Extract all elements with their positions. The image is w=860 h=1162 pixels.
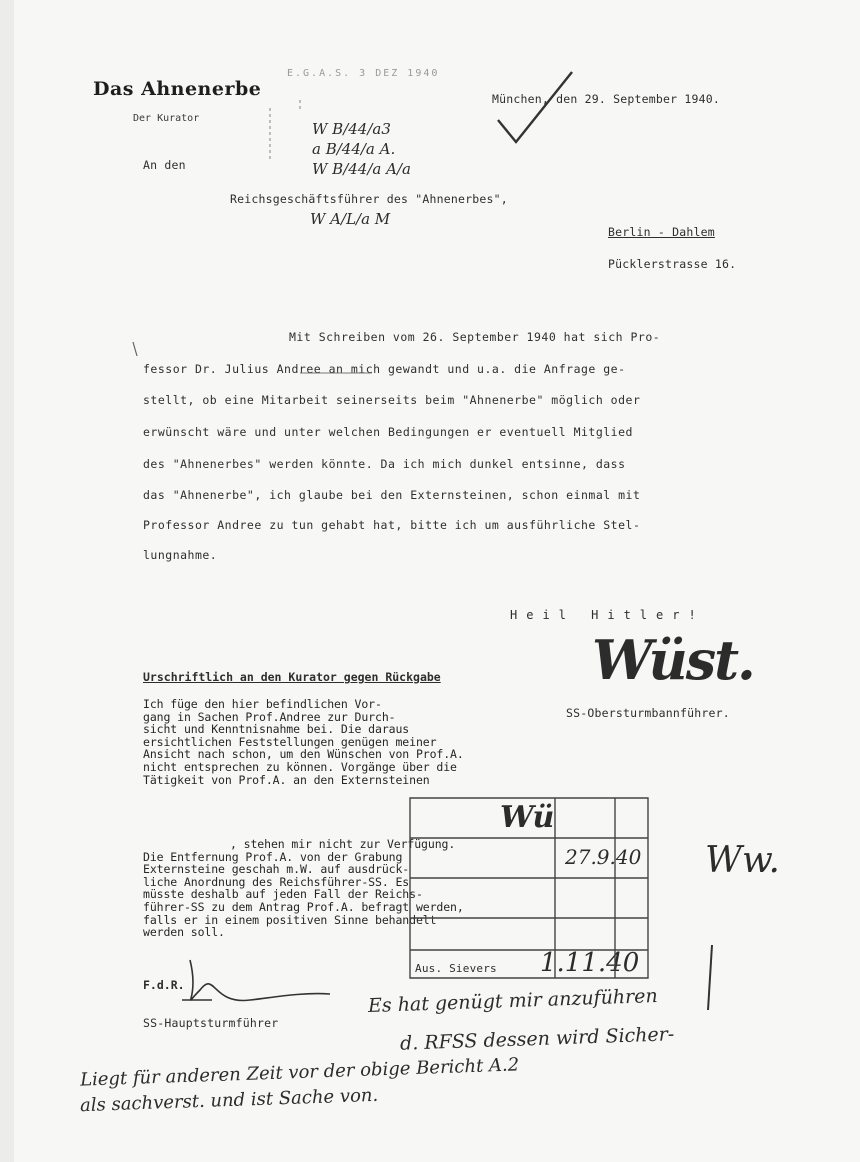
place-date: München, den 29. September 1940. bbox=[492, 92, 720, 106]
forward-line: Ich füge den hier befindlichen Vor- bbox=[143, 697, 382, 711]
forward-line: Ansicht nach schon, um den Wünschen von Prof.A. bbox=[143, 747, 464, 762]
stamp-hand-2: a B/44/a A. bbox=[312, 140, 396, 158]
recipient-street: Pücklerstrasse 16. bbox=[608, 257, 737, 271]
signature: Wüst. bbox=[592, 628, 754, 692]
fdr-signature bbox=[190, 960, 330, 1000]
box-beside-initials: Ww. bbox=[705, 840, 780, 881]
forward-line: liche Anordnung des Reichsführer-SS. Es bbox=[143, 874, 410, 889]
body-line-7: Professor Andree zu tun gehabt hat, bitte ich um ausführliche Stel- bbox=[143, 518, 641, 532]
stamp-grid bbox=[410, 798, 648, 978]
box-bottom-date: 1.11.40 bbox=[540, 948, 640, 978]
fdr-label: F.d.R. bbox=[143, 978, 185, 992]
forward-rank: SS-Hauptsturmführer bbox=[143, 1016, 279, 1030]
box-bottom-label: Aus. Sievers bbox=[415, 962, 497, 975]
signature-rank: SS-Obersturmbannführer. bbox=[566, 706, 730, 720]
margin-note-2: d. RFSS dessen wird Sicher- bbox=[399, 1023, 675, 1055]
body-line-2: fessor Dr. Julius Andree an mich gewandt und u.a. die Anfrage ge- bbox=[143, 362, 626, 376]
stamp-grid-outline bbox=[410, 798, 648, 978]
body-line-4: erwünscht wäre und unter welchen Bedingungen er eventuell Mitglied bbox=[143, 425, 633, 439]
receipt-stamp: E.G.A.S. 3 DEZ 1940 bbox=[287, 68, 440, 79]
margin-note-1: Es hat genügt mir anzuführen bbox=[367, 984, 659, 1018]
pen-stroke-vertical bbox=[708, 945, 712, 1010]
salutation: An den bbox=[143, 158, 186, 172]
forward-line: Tätigkeit von Prof.A. an den Externsteinen bbox=[143, 772, 430, 787]
forward-line: gang in Sachen Prof.Andree zur Durch- bbox=[143, 709, 396, 724]
letterhead-sub: Der Kurator bbox=[133, 113, 200, 124]
recipient: Reichsgeschäftsführer des "Ahnenerbes", bbox=[230, 192, 508, 206]
body-line-6: das "Ahnenerbe", ich glaube bei den Externsteinen, schon einmal mit bbox=[143, 488, 641, 502]
forward-line: werden soll. bbox=[143, 925, 225, 940]
body-line-1: Mit Schreiben vom 26. September 1940 hat sich Pro- bbox=[289, 330, 661, 344]
forward-line: nicht entsprechen zu können. Vorgänge über die bbox=[143, 759, 457, 774]
forward-line: führer-SS zu dem Antrag Prof.A. befragt werden, bbox=[143, 899, 464, 914]
check-mark bbox=[498, 72, 572, 142]
margin-note-4: als sachverst. und ist Sache von. bbox=[79, 1084, 379, 1117]
forward-heading: Urschriftlich an den Kurator gegen Rückgabe bbox=[143, 670, 441, 684]
stamp-hand-1: W B/44/a3 bbox=[312, 120, 391, 138]
box-date: 27.9.40 bbox=[565, 845, 642, 869]
body-line-8: lungnahme. bbox=[143, 548, 218, 562]
closing: Heil Hitler! bbox=[510, 608, 705, 622]
box-initials: Wü bbox=[500, 800, 555, 835]
letterhead-name: Das Ahnenerbe bbox=[93, 78, 262, 100]
forward-line: ersichtlichen Feststellungen genügen meiner bbox=[143, 734, 437, 749]
body-line-5: des "Ahnenerbes" werden könnte. Da ich mich dunkel entsinne, dass bbox=[143, 457, 626, 471]
margin-tick bbox=[133, 342, 137, 356]
forward-line: , stehen mir nicht zur Verfügung. bbox=[230, 837, 456, 851]
forward-line: Die Entfernung Prof.A. von der Grabung bbox=[143, 849, 403, 864]
stamp-hand-3: W B/44/a A/a bbox=[312, 160, 411, 178]
binding-shadow bbox=[0, 0, 14, 1162]
margin-note-3: Liegt für anderen Zeit vor der obige Bericht A.2 bbox=[79, 1054, 520, 1091]
recipient-city: Berlin - Dahlem bbox=[608, 225, 715, 239]
stamp-frame bbox=[270, 100, 300, 160]
forward-line: Externsteine geschah m.W. auf ausdrück- bbox=[143, 862, 410, 877]
forward-line: sicht und Kenntnisnahme bei. Die daraus bbox=[143, 722, 410, 737]
forward-line: falls er in einem positiven Sinne behandelt bbox=[143, 912, 437, 927]
stamp-hand-4: W A/L/a M bbox=[310, 210, 391, 228]
forward-line: müsste deshalb auf jeden Fall der Reichs- bbox=[143, 887, 423, 902]
body-line-3: stellt, ob eine Mitarbeit seinerseits beim "Ahnenerbe" möglich oder bbox=[143, 393, 641, 407]
